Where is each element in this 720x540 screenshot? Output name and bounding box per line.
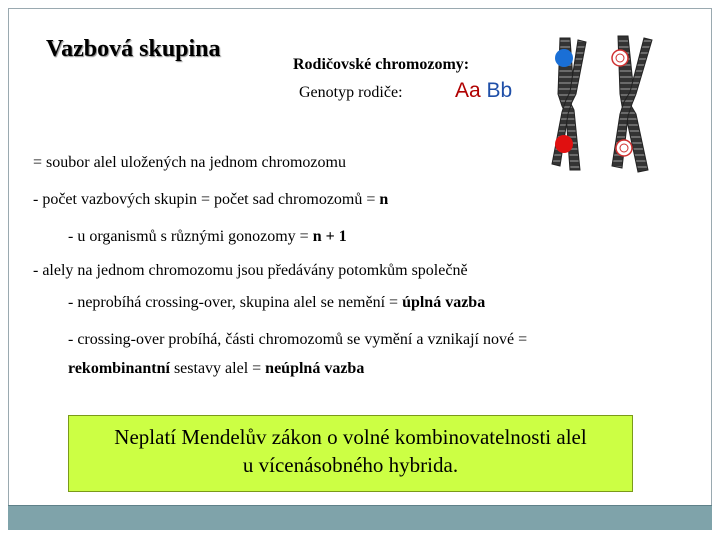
recombinant-line (68, 360, 364, 378)
count-n: n (379, 191, 389, 208)
inherited-line: - alely na jednom chromozomu jsou předávány potomkům společně (33, 262, 468, 279)
parent-chromosomes-label: Rodičovské chromozomy: (293, 56, 470, 73)
genotype-bb: Bb (486, 79, 513, 102)
highlight-line-2: u vícenásobného hybrida. (242, 453, 459, 477)
recombinant-term: rekombinantní (68, 360, 170, 377)
recombinant-text: sestavy alel = (169, 360, 266, 377)
gonosome-text: - u organismů s různými gonozomy = (68, 228, 313, 245)
allele-dominant-blue (555, 49, 573, 67)
definition-line: = soubor alel uložených na jednom chromozomu (33, 154, 346, 171)
count-text: - počet vazbových skupin = počet sad chromozomů = (33, 191, 380, 208)
genotype-value (455, 79, 512, 103)
crossing-line: - crossing-over probíhá, části chromozomů se vymění a vznikají nové = (68, 331, 528, 348)
gonosome-formula: n + 1 (312, 228, 347, 245)
chromosome-illustration (540, 34, 670, 174)
no-crossing-line (68, 294, 485, 312)
genotype-label: Genotyp rodiče: (299, 84, 403, 101)
incomplete-linkage-term: neúplná vazba (265, 360, 365, 377)
no-crossing-text: - neprobíhá crossing-over, skupina alel se nemění = (68, 294, 403, 311)
allele-recessive-top (612, 50, 628, 66)
allele-recessive-bottom (616, 140, 632, 156)
bottom-bar (8, 505, 712, 530)
slide-title: Vazbová skupina (46, 36, 221, 62)
count-line (33, 191, 388, 209)
allele-dominant-red (555, 135, 573, 153)
gonosome-line (68, 228, 347, 246)
mendel-highlight-box (68, 415, 633, 492)
highlight-line-1: Neplatí Mendelův zákon o volné kombinovatelnosti alel (114, 425, 587, 449)
genotype-aa: Aa (455, 79, 481, 102)
complete-linkage-term: úplná vazba (402, 294, 486, 311)
